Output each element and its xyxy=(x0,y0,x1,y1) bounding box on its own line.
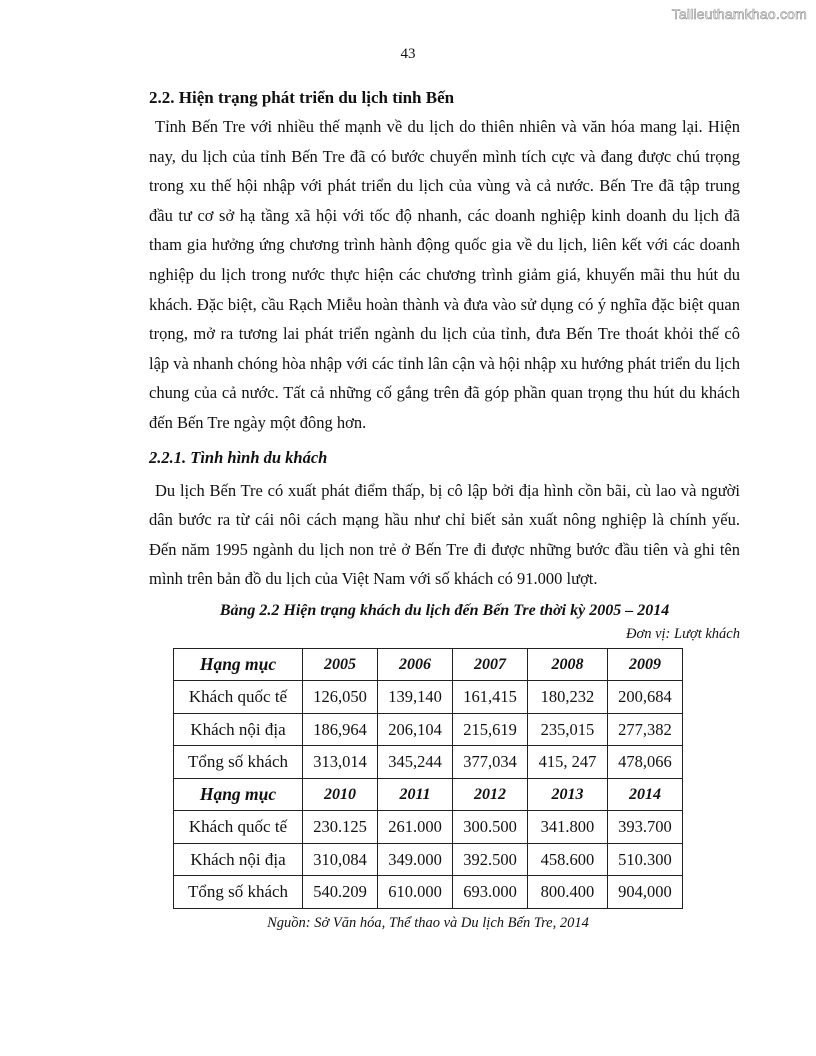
row-label-cell: Tổng số khách xyxy=(174,746,303,779)
table-cell: 277,382 xyxy=(607,713,682,746)
table-cell: 610.000 xyxy=(378,876,453,909)
table-cell: 377,034 xyxy=(453,746,528,779)
header-cell: 2013 xyxy=(528,778,608,811)
table-cell: 313,014 xyxy=(303,746,378,779)
table-cell: 415, 247 xyxy=(528,746,608,779)
table-cell: 349.000 xyxy=(378,843,453,876)
subsection-paragraph xyxy=(149,476,740,594)
subsection-title: 2.2.1. Tình hình du khách xyxy=(149,447,328,467)
row-label-cell: Khách quốc tế xyxy=(174,681,303,714)
table-row xyxy=(174,811,683,844)
header-cell: 2009 xyxy=(607,648,682,681)
table-cell: 161,415 xyxy=(453,681,528,714)
table-cell: 261.000 xyxy=(378,811,453,844)
table-cell: 230.125 xyxy=(303,811,378,844)
header-cell: 2006 xyxy=(378,648,453,681)
table-row xyxy=(174,713,683,746)
subsection-paragraph-text: Du lịch Bến Tre có xuất phát điểm thấp, bị cô lập bởi địa hình cồn bãi, cù lao và người dân bước ra từ cái nôi cách mạng hầu như chỉ biết sản xuất nông nghiệp là chính yếu. Đến năm 1995 ngành du lịch non trẻ ở Bến Tre đi được những bước đầu tiên và ghi tên mình trên bản đồ du lịch của Việt Nam với số khách có 91.000 lượt. xyxy=(149,480,740,589)
header-cell: 2007 xyxy=(453,648,528,681)
section-paragraph xyxy=(149,112,740,438)
section-paragraph-text: Tỉnh Bến Tre với nhiều thế mạnh về du lịch do thiên nhiên và văn hóa mang lại. Hiện nay, du lịch của tỉnh Bến Tre đã có bước chuyển mình tích cực và đang được chú trọng trong xu thế hội nhập với phát triển du lịch của vùng và cả nước. Bến Tre đã tập trung đầu tư cơ sở hạ tầng xã hội với tốc độ nhanh, các doanh nghiệp kinh doanh du lịch đã tham gia hưởng ứng chương trình hành động quốc gia về du lịch, liên kết với các doanh nghiệp du lịch trong nước thực hiện các chương trình giảm giá, khuyến mãi thu hút du khách. Đặc biệt, cầu Rạch Miễu hoàn thành và đưa vào sử dụng có ý nghĩa đặc biệt quan trọng, mở ra tương lai phát triển ngành du lịch của tỉnh, đưa Bến Tre thoát khỏi thế cô lập và nhanh chóng hòa nhập với các tỉnh lân cận và hội nhập xu hướng phát triển du lịch chung của cả nước. Tất cả những cố gắng trên đã góp phần quan trọng thu hút du khách đến Bến Tre ngày một đông hơn. xyxy=(149,117,740,432)
table-row xyxy=(174,746,683,779)
row-label-cell: Tổng số khách xyxy=(174,876,303,909)
table-header-row xyxy=(174,778,683,811)
header-cell: Hạng mục xyxy=(174,778,303,811)
table-cell: 186,964 xyxy=(303,713,378,746)
table-cell: 693.000 xyxy=(453,876,528,909)
header-cell: 2010 xyxy=(303,778,378,811)
table-cell: 510.300 xyxy=(607,843,682,876)
table-cell: 180,232 xyxy=(528,681,608,714)
table-cell: 206,104 xyxy=(378,713,453,746)
table-caption: Bảng 2.2 Hiện trạng khách du lịch đến Bến Tre thời kỳ 2005 – 2014 xyxy=(219,601,670,619)
table-cell: 540.209 xyxy=(303,876,378,909)
table-source-note: Nguồn: Sở Văn hóa, Thể thao và Du lịch Bến Tre, 2014 xyxy=(267,914,589,931)
table-row xyxy=(174,876,683,909)
table-cell: 215,619 xyxy=(453,713,528,746)
table-cell: 126,050 xyxy=(303,681,378,714)
table-cell: 341.800 xyxy=(528,811,608,844)
row-label-cell: Khách nội địa xyxy=(174,713,303,746)
header-cell: 2008 xyxy=(528,648,608,681)
watermark-text: Tailieuthamkhao.com xyxy=(671,6,807,22)
table-cell: 458.600 xyxy=(528,843,608,876)
table-cell: 478,066 xyxy=(607,746,682,779)
table-cell: 393.700 xyxy=(607,811,682,844)
table-cell: 904,000 xyxy=(607,876,682,909)
table-cell: 392.500 xyxy=(453,843,528,876)
header-cell: 2014 xyxy=(607,778,682,811)
header-cell: 2012 xyxy=(453,778,528,811)
table-cell: 310,084 xyxy=(303,843,378,876)
table-header-row xyxy=(174,648,683,681)
table-cell: 235,015 xyxy=(528,713,608,746)
document-body xyxy=(149,84,740,933)
table-cell: 139,140 xyxy=(378,681,453,714)
table-row xyxy=(174,843,683,876)
table-cell: 200,684 xyxy=(607,681,682,714)
row-label-cell: Khách quốc tế xyxy=(174,811,303,844)
table-cell: 345,244 xyxy=(378,746,453,779)
table-cell: 300.500 xyxy=(453,811,528,844)
header-cell: 2005 xyxy=(303,648,378,681)
table-row xyxy=(174,681,683,714)
table-cell: 800.400 xyxy=(528,876,608,909)
header-cell: 2011 xyxy=(378,778,453,811)
header-cell: Hạng mục xyxy=(174,648,303,681)
page-number: 43 xyxy=(400,46,416,62)
tourist-table xyxy=(173,648,683,909)
section-title: 2.2. Hiện trạng phát triển du lịch tỉnh Bến xyxy=(149,88,455,107)
table-unit-note: Đơn vị: Lượt khách xyxy=(626,625,740,642)
row-label-cell: Khách nội địa xyxy=(174,843,303,876)
